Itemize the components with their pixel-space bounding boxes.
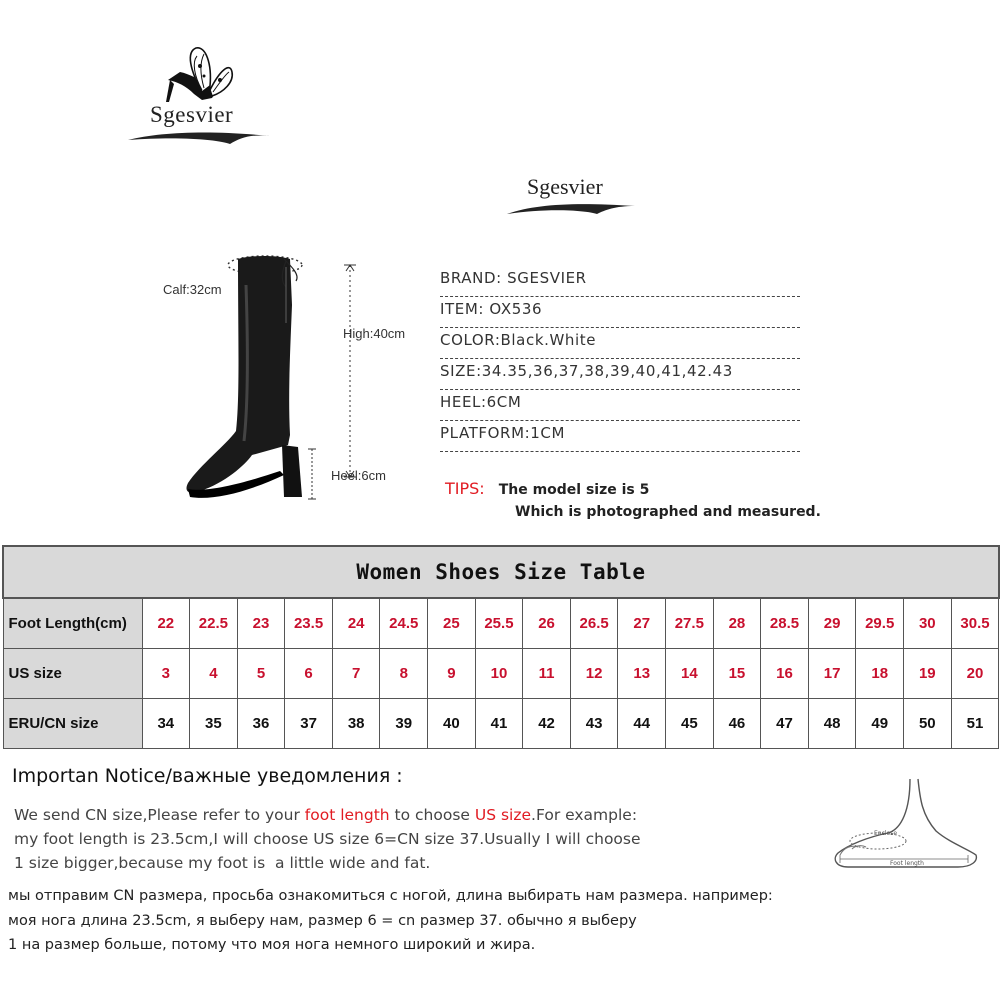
- size-cell: 41: [475, 698, 523, 748]
- size-cell: 30.5: [951, 598, 999, 648]
- spec-item: ITEM: OX536: [440, 297, 800, 328]
- size-cell: 35: [190, 698, 238, 748]
- size-cell: 3: [142, 648, 190, 698]
- calf-measure-label: Calf:32cm: [163, 282, 222, 297]
- brand-name-mid: Sgesvier: [527, 174, 603, 199]
- boot-measurement-figure: [150, 245, 440, 515]
- size-cell: 42: [523, 698, 571, 748]
- size-cell: 39: [380, 698, 428, 748]
- size-cell: 49: [856, 698, 904, 748]
- brand-name-top: Sgesvier: [150, 102, 234, 127]
- size-cell: 9: [428, 648, 476, 698]
- size-cell: 27.5: [666, 598, 714, 648]
- size-cell: 27: [618, 598, 666, 648]
- size-cell: 15: [713, 648, 761, 698]
- size-cell: 47: [761, 698, 809, 748]
- foot-measurement-figure: [818, 775, 988, 875]
- notice-highlight-foot-length: foot length: [304, 806, 390, 824]
- spec-platform: PLATFORM:1CM: [440, 421, 800, 452]
- size-cell: 5: [237, 648, 285, 698]
- foot-length-label: Foot length: [890, 860, 924, 867]
- size-cell: 8: [380, 648, 428, 698]
- product-spec-list: [440, 266, 800, 452]
- table-row-foot-length: [3, 598, 999, 648]
- tips-label: TIPS:: [445, 479, 485, 498]
- notice-ru-line-1: мы отправим CN размера, просьба ознакомиться с ногой, длина выбирать нам размера. например:: [8, 888, 773, 904]
- size-cell: 30: [904, 598, 952, 648]
- row-header: US size: [3, 648, 142, 698]
- size-cell: 12: [570, 648, 618, 698]
- size-cell: 18: [856, 648, 904, 698]
- size-cell: 20: [951, 648, 999, 698]
- butterfly-heel-icon: [120, 40, 290, 160]
- size-cell: 45: [666, 698, 714, 748]
- notice-en-1a: We send CN size,Please refer to your: [14, 806, 305, 824]
- size-cell: 51: [951, 698, 999, 748]
- foot-icon: [818, 775, 988, 875]
- size-cell: 36: [237, 698, 285, 748]
- spec-brand: BRAND: SGESVIER: [440, 266, 800, 297]
- notice-english: [14, 803, 641, 875]
- row-header: ERU/CN size: [3, 698, 142, 748]
- size-cell: 28: [713, 598, 761, 648]
- notice-russian: [8, 884, 773, 958]
- size-cell: 48: [808, 698, 856, 748]
- size-cell: 22: [142, 598, 190, 648]
- size-cell: 19: [904, 648, 952, 698]
- size-cell: 46: [713, 698, 761, 748]
- size-cell: 6: [285, 648, 333, 698]
- notice-en-1c: to choose: [389, 806, 475, 824]
- table-row-eru-cn-size: [3, 698, 999, 748]
- size-cell: 24: [332, 598, 380, 648]
- row-header: Foot Length(cm): [3, 598, 142, 648]
- spec-size: SIZE:34.35,36,37,38,39,40,41,42.43: [440, 359, 800, 390]
- size-cell: 25.5: [475, 598, 523, 648]
- size-cell: 22.5: [190, 598, 238, 648]
- tips-text-2: Which is photographed and measured.: [515, 504, 821, 520]
- size-cell: 38: [332, 698, 380, 748]
- size-cell: 26.5: [570, 598, 618, 648]
- size-table: [2, 545, 1000, 749]
- size-cell: 11: [523, 648, 571, 698]
- size-cell: 23: [237, 598, 285, 648]
- size-cell: 13: [618, 648, 666, 698]
- size-cell: 24.5: [380, 598, 428, 648]
- size-cell: 14: [666, 648, 714, 698]
- size-cell: 25: [428, 598, 476, 648]
- size-cell: 26: [523, 598, 571, 648]
- notice-en-1e: .For example:: [531, 806, 638, 824]
- notice-ru-line-2: моя нога длина 23.5cm, я выберу нам, размер 6 = cn размер 37. обычно я выберу: [8, 912, 637, 929]
- size-cell: 10: [475, 648, 523, 698]
- size-cell: 29: [808, 598, 856, 648]
- table-row-us-size: [3, 648, 999, 698]
- notice-en-line-3: 1 size bigger,because my foot is a little wide and fat.: [14, 854, 431, 872]
- spec-heel: HEEL:6CM: [440, 390, 800, 421]
- notice-en-line-1: [14, 803, 641, 827]
- brand-logo-top: [120, 40, 290, 160]
- size-cell: 43: [570, 698, 618, 748]
- size-table-title: Women Shoes Size Table: [3, 546, 999, 598]
- size-cell: 16: [761, 648, 809, 698]
- size-cell: 44: [618, 698, 666, 748]
- spec-color: COLOR:Black.White: [440, 328, 800, 359]
- tips-line-1: [445, 479, 649, 498]
- tips-text-1: The model size is 5: [498, 482, 650, 498]
- notice-en-line-2: my foot length is 23.5cm,I will choose US size 6=CN size 37.Usually I will choose: [14, 830, 641, 848]
- size-cell: 40: [428, 698, 476, 748]
- size-cell: 17: [808, 648, 856, 698]
- notice-highlight-us-size: US size: [474, 806, 532, 824]
- size-cell: 50: [904, 698, 952, 748]
- brand-logo-mid: [505, 170, 645, 220]
- size-cell: 34: [142, 698, 190, 748]
- heel-measure-label: Heel:6cm: [331, 468, 386, 483]
- notice-ru-line-3: 1 на размер больше, потому что моя нога немного широкий и жира.: [8, 937, 536, 953]
- swoosh-icon: [505, 170, 645, 220]
- high-measure-label: High:40cm: [343, 326, 406, 341]
- enclose-label: Enclose: [874, 830, 898, 837]
- size-cell: 28.5: [761, 598, 809, 648]
- size-cell: 23.5: [285, 598, 333, 648]
- notice-title: Importan Notice/важные уведомления :: [12, 765, 403, 787]
- size-cell: 37: [285, 698, 333, 748]
- size-cell: 29.5: [856, 598, 904, 648]
- size-cell: 7: [332, 648, 380, 698]
- size-cell: 4: [190, 648, 238, 698]
